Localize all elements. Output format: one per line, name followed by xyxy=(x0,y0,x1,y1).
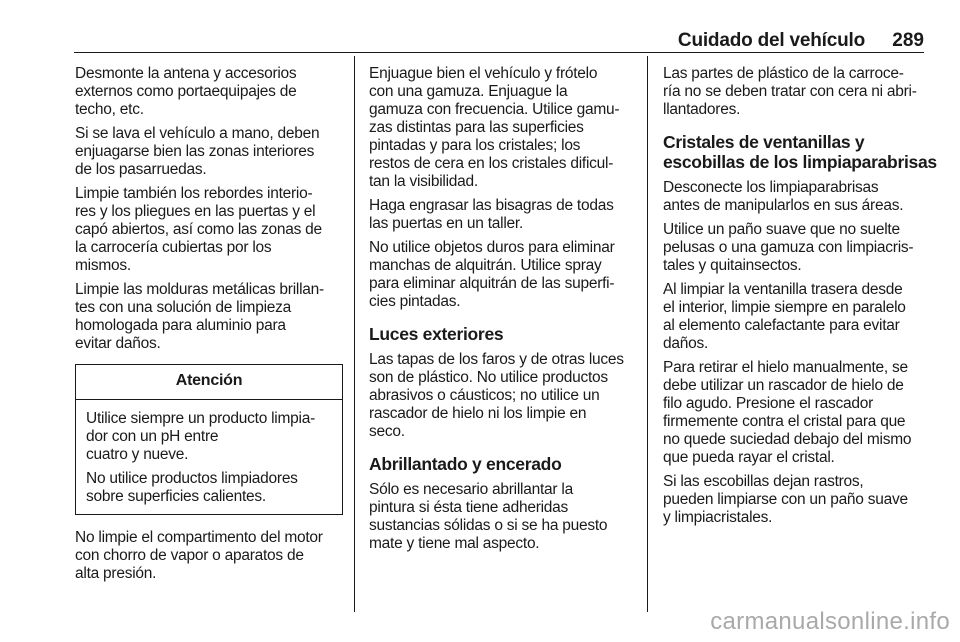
text-line: la carrocería cubiertas por los xyxy=(75,239,272,256)
paragraph xyxy=(369,239,635,311)
text-line: manchas de alquitrán. Utilice spray xyxy=(369,257,602,274)
page-title: Cuidado del vehículo xyxy=(677,30,865,51)
text-line: debe utilizar un rascador de hielo de xyxy=(663,377,904,394)
section-heading-cristales xyxy=(663,132,937,172)
text-line: Utilice un paño suave que no suelte xyxy=(663,221,900,238)
text-line: pintura si ésta tiene adheridas xyxy=(369,499,569,516)
text-line: escobillas de los limpiaparabrisas xyxy=(663,152,937,172)
text-line: abrasivos o cáusticos; no utilice un xyxy=(369,387,600,404)
text-line: seco. xyxy=(369,423,405,440)
text-line: capó abiertos, así como las zonas de xyxy=(75,221,322,238)
column-divider xyxy=(647,56,648,612)
warning-body xyxy=(76,400,342,514)
section-heading-luces xyxy=(369,324,635,344)
text-line: Enjuague bien el vehículo y frótelo xyxy=(369,65,598,82)
section-heading-abrillantado xyxy=(369,454,635,474)
paragraph xyxy=(369,65,635,191)
text-line: Si se lava el vehículo a mano, deben xyxy=(75,125,320,142)
paragraph xyxy=(663,65,928,119)
text-line: Si las escobillas dejan rastros, xyxy=(663,473,864,490)
text-line: rascador de hielo ni los limpie en xyxy=(369,405,587,422)
text-line: mate y tiene mal aspecto. xyxy=(369,535,540,552)
text-line: Al limpiar la ventanilla trasera desde xyxy=(663,281,903,298)
text-line: daños. xyxy=(663,335,709,352)
text-line: Las tapas de los faros y de otras luces xyxy=(369,351,624,368)
warning-box xyxy=(75,364,343,515)
text-line: enjuagarse bien las zonas interiores xyxy=(75,143,315,160)
warning-paragraph xyxy=(86,410,332,464)
text-line: Utilice siempre un producto limpia‐ xyxy=(86,410,316,427)
text-line: Abrillantado y encerado xyxy=(369,454,562,474)
text-line: con una gamuza. Enjuague la xyxy=(369,83,568,100)
text-line: tales y quitainsectos. xyxy=(663,257,802,274)
text-line: Para retirar el hielo manualmente, se xyxy=(663,359,908,376)
text-line: homologada para aluminio para xyxy=(75,317,286,334)
text-line: no quede suciedad debajo del mismo xyxy=(663,431,912,448)
text-line: pintadas y para los cristales; los xyxy=(369,137,581,154)
text-line: No utilice productos limpiadores xyxy=(86,470,298,487)
text-line: y limpiacristales. xyxy=(663,509,773,526)
warning-paragraph xyxy=(86,470,332,506)
text-line: No utilice objetos duros para eliminar xyxy=(369,239,615,256)
text-line: llantadores. xyxy=(663,101,741,118)
text-line: Limpie también los rebordes interio‐ xyxy=(75,185,313,202)
text-line: tes con una solución de limpieza xyxy=(75,299,292,316)
text-line: No limpie el compartimento del motor xyxy=(75,529,323,546)
paragraph xyxy=(369,197,635,233)
text-line: pelusas o una gamuza con limpiacris‐ xyxy=(663,239,914,256)
text-line: cuatro y nueve. xyxy=(86,446,189,463)
text-line: Cristales de ventanillas y xyxy=(663,132,865,152)
text-line: las puertas en un taller. xyxy=(369,215,524,232)
page-number: 289 xyxy=(892,30,924,51)
text-line: Limpie las molduras metálicas brillan‐ xyxy=(75,281,324,298)
paragraph xyxy=(75,529,343,583)
text-line: techo, etc. xyxy=(75,101,144,118)
text-line: sustancias sólidas o si se ha puesto xyxy=(369,517,608,534)
watermark: carmanualsonline.info xyxy=(710,608,950,635)
text-line: para eliminar alquitrán de las superfi‐ xyxy=(369,275,615,292)
text-line: firmemente contra el cristal para que xyxy=(663,413,906,430)
text-line: filo agudo. Presione el rascador xyxy=(663,395,873,412)
warning-title: Atención xyxy=(76,365,342,400)
text-line: mismos. xyxy=(75,257,131,274)
paragraph xyxy=(75,281,343,353)
paragraph xyxy=(369,481,635,553)
paragraph xyxy=(369,351,635,441)
paragraph xyxy=(663,359,928,467)
text-line: Sólo es necesario abrillantar la xyxy=(369,481,573,498)
text-line: dor con un pH entre xyxy=(86,428,219,445)
text-line: sobre superficies calientes. xyxy=(86,488,266,505)
text-column-2 xyxy=(369,65,635,559)
text-line: pueden limpiarse con un paño suave xyxy=(663,491,908,508)
text-line: Luces exteriores xyxy=(369,324,504,344)
paragraph xyxy=(663,221,928,275)
text-line: restos de cera en los cristales dificul‐ xyxy=(369,155,614,172)
text-line: con chorro de vapor o aparatos de xyxy=(75,547,304,564)
text-line: ría no se deben tratar con cera ni abri‐ xyxy=(663,83,917,100)
text-line: Desmonte la antena y accesorios xyxy=(75,65,297,82)
paragraph xyxy=(75,125,343,179)
text-line: zas distintas para las superficies xyxy=(369,119,584,136)
text-line: gamuza con frecuencia. Utilice gamu‐ xyxy=(369,101,620,118)
paragraph xyxy=(663,179,928,215)
text-line: que pueda rayar el cristal. xyxy=(663,449,835,466)
text-line: evitar daños. xyxy=(75,335,161,352)
text-line: res y los pliegues en las puertas y el xyxy=(75,203,316,220)
text-line: antes de manipularlos en sus áreas. xyxy=(663,197,904,214)
text-line: cies pintadas. xyxy=(369,293,461,310)
text-line: Haga engrasar las bisagras de todas xyxy=(369,197,614,214)
text-line: tan la visibilidad. xyxy=(369,173,478,190)
text-line: externos como portaequipajes de xyxy=(75,83,297,100)
paragraph xyxy=(75,65,343,119)
paragraph xyxy=(663,473,928,527)
header-divider xyxy=(74,52,924,53)
text-line: son de plástico. No utilice productos xyxy=(369,369,608,386)
text-line: al elemento calefactante para evitar xyxy=(663,317,900,334)
text-line: Las partes de plástico de la carroce‐ xyxy=(663,65,904,82)
text-line: el interior, limpie siempre en paralelo xyxy=(663,299,906,316)
paragraph xyxy=(663,281,928,353)
text-line: alta presión. xyxy=(75,565,157,582)
paragraph xyxy=(75,185,343,275)
text-column-3 xyxy=(663,65,937,533)
text-line: de los pasarruedas. xyxy=(75,161,207,178)
column-divider xyxy=(354,56,355,612)
text-column-1 xyxy=(75,65,343,589)
text-line: Desconecte los limpiaparabrisas xyxy=(663,179,879,196)
